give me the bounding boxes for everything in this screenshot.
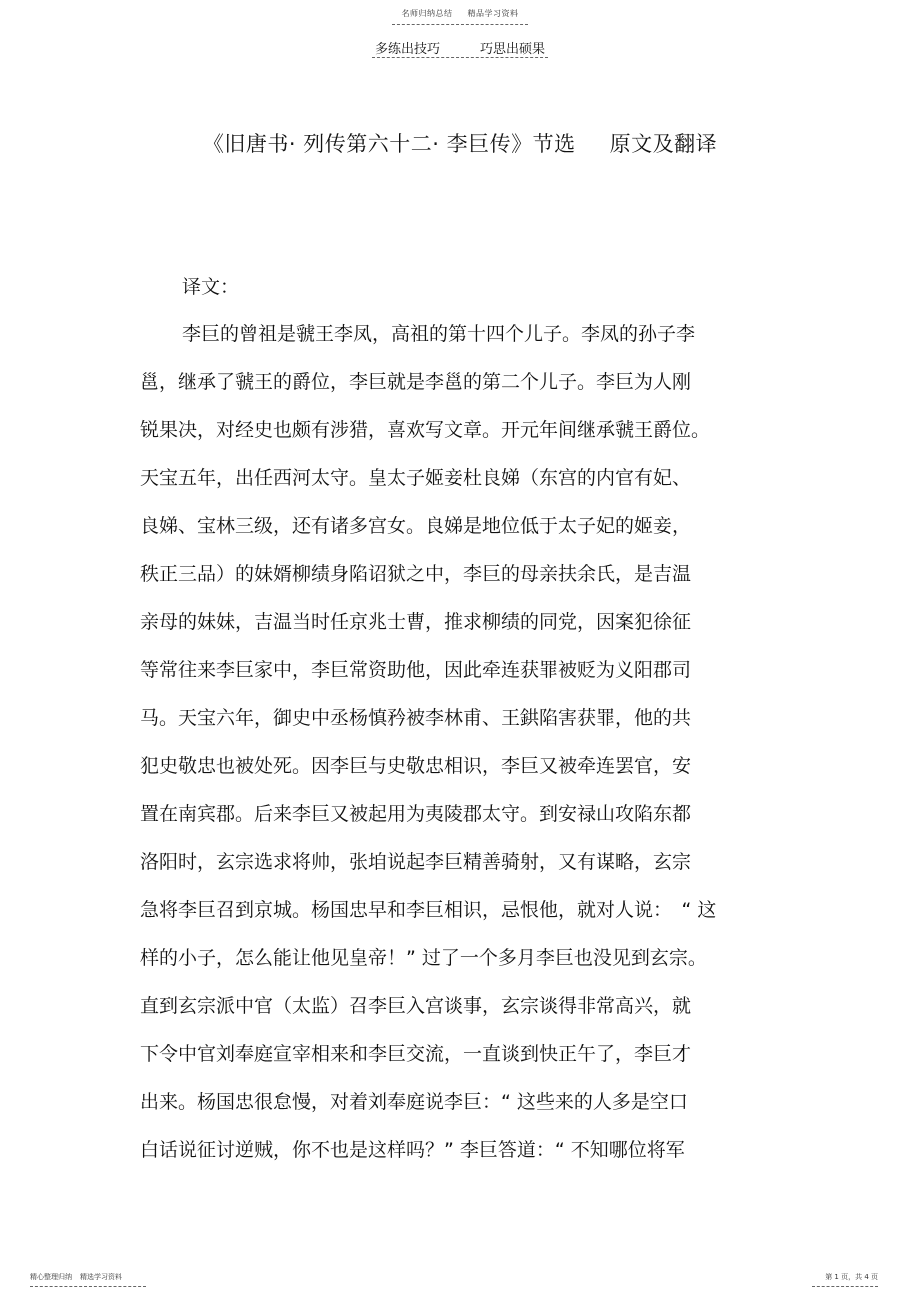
- page-title: [0, 128, 920, 158]
- body-line: 良娣、宝林三级，还有诸多宫女。良娣是地位低于太子妃的姬妾，: [140, 515, 692, 537]
- motto-right: 巧思出硕果: [480, 42, 546, 57]
- body-line: 下令中官刘奉庭宣宰相来和李巨交流，一直谈到快正午了，李巨才: [140, 1043, 692, 1065]
- body-line: 亲母的妹妹，吉温当时任京兆士曹，推求柳绩的同党，因案犯徐征: [140, 611, 692, 633]
- banner-left-text: 名师归纳总结: [401, 9, 453, 18]
- footer-right-divider: [812, 1286, 878, 1287]
- body-line: 洛阳时，玄宗选求将帅，张垍说起李巨精善骑射，又有谋略，玄宗: [140, 851, 692, 873]
- footer-left-a: 精心整理归纳: [30, 1273, 72, 1281]
- body-line: 李巨的曾祖是虢王李凤，高祖的第十四个儿子。李凤的孙子李: [182, 323, 696, 345]
- motto-left: 多练出技巧: [374, 42, 440, 57]
- section-label-translation: 译文：: [182, 276, 240, 298]
- body-line: 置在南宾郡。后来李巨又被起用为夷陵郡太守。到安禄山攻陷东都: [140, 803, 692, 825]
- body-line: 秩正三品）的妹婿柳绩身陷诏狱之中，李巨的母亲扶余氏，是吉温: [140, 563, 692, 585]
- banner-right-text: 精品学习资料: [467, 9, 519, 18]
- title-main: 《旧唐书· 列传第六十二· 李巨传》节选: [202, 132, 576, 156]
- body-line: 锐果决，对经史也颇有涉猎，喜欢写文章。开元年间继承虢王爵位。: [140, 419, 711, 441]
- header-motto: [0, 38, 920, 57]
- title-suffix: 原文及翻译: [609, 132, 718, 156]
- banner-divider: [392, 24, 528, 25]
- page-number: 第 1 页，共 4 页: [825, 1273, 878, 1281]
- footer-left: [30, 1272, 130, 1282]
- body-line: 等常往来李巨家中，李巨常资助他，因此牵连获罪被贬为义阳郡司: [140, 659, 692, 681]
- body-line: 出来。杨国忠很怠慢，对着刘奉庭说李巨：“ 这些来的人多是空口: [140, 1091, 688, 1113]
- footer-left-divider: [30, 1286, 146, 1287]
- body-line: 急将李巨召到京城。杨国忠早和李巨相识，忌恨他，就对人说： “ 这: [140, 899, 717, 921]
- top-banner: [0, 8, 920, 19]
- body-line: 直到玄宗派中官（太监）召李巨入宫谈事，玄宗谈得非常高兴，就: [140, 995, 692, 1017]
- body-line: 犯史敬忠也被处死。因李巨与史敬忠相识，李巨又被牵连罢官，安: [140, 755, 692, 777]
- body-line: 样的小子，怎么能让他见皇帝！” 过了一个多月李巨也没见到玄宗。: [140, 947, 707, 969]
- body-line: 白话说征讨逆贼，你不也是这样吗？” 李巨答道：“ 不知哪位将军: [140, 1139, 685, 1161]
- footer-left-b: 精选学习资料: [80, 1273, 122, 1281]
- body-line: 马。天宝六年，御史中丞杨慎矜被李林甫、王鉷陷害获罪，他的共: [140, 707, 692, 729]
- body-line: 天宝五年，出任西河太守。皇太子姬妾杜良娣（东宫的内官有妃、: [140, 467, 692, 489]
- body-line: 邕，继承了虢王的爵位，李巨就是李邕的第二个儿子。李巨为人刚: [140, 371, 692, 393]
- motto-divider: [372, 57, 548, 58]
